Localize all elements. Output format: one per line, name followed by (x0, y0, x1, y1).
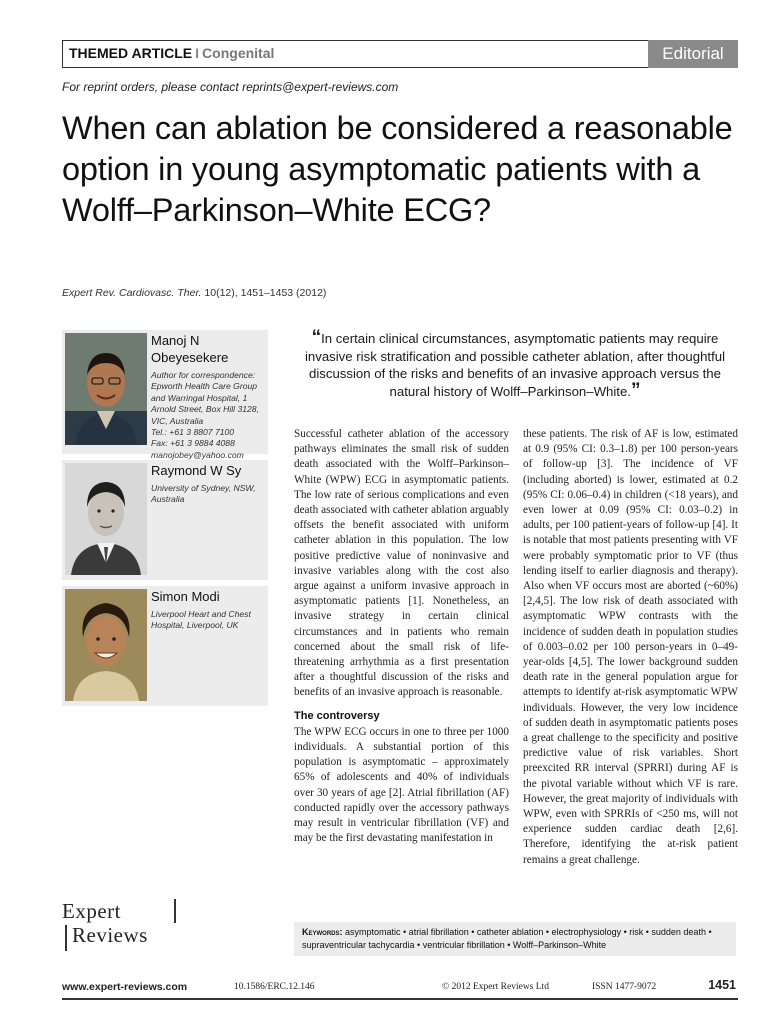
body-column-left (294, 427, 509, 846)
citation (62, 287, 326, 299)
section-paragraph: The WPW ECG occurs in one to three per 1000 individuals. A substantial portion of this population is asymptomatic – approximately 65% of adolescents and 40% of individuals over 30 years of age [2]. Atrial fibrillation (AF) conducted rapidly over the accessory pathways may result in ventricular fibrillation (VF) and may be the first devastating manifestation in (294, 725, 509, 845)
footer-rule (62, 998, 738, 1000)
affiliation-line: Australia (151, 494, 185, 505)
logo-line-1: Expert (62, 899, 121, 923)
author-info (151, 330, 268, 465)
author-photo (65, 333, 147, 445)
affiliation-line: Hospital, Liverpool, UK (151, 620, 239, 631)
author-affiliation (151, 370, 264, 461)
author-info (151, 460, 268, 510)
author-affiliation (151, 483, 264, 506)
author-name: Manoj N Obeyesekere (151, 333, 229, 365)
affiliation-line: and Warringal Hospital, 1 (151, 392, 248, 403)
author-photo (65, 589, 147, 701)
author-card (62, 586, 268, 706)
continued-paragraph: these patients. The risk of AF is low, estimated at 0.9 (95% CI: 0.3–1.8) per 100 person-years of follow-up [3]. The incidence of VF (including aborted) is lower, estimated at 0.2 (95% CI: 0.06–0.4) in children (<18 years), and even lower at 0.09 (95% CI: 0.03–0.2) in adults, per 100 patient-years of follow-up [4]. It is notable that most patients presenting with VF were probably symptomatic prior to VF (thus lending itself to earlier diagnosis and therapy). Also when VF occurs most are aborted (~60%) [2,4,5]. The low risk of death associated with asymptomatic WPW contrasts with the incidence of sudden death in population studies of 0.003–0.02 per 100 person-years in 0–49-year-olds [4,5]. The lower background sudden death rate in the general population argue for attempts to identify at-risk asymptomatic WPW individuals. However, the very low incidence of sudden death in asymptomatic patients poses a great challenge to the specificity and positive predictive value of risk variables. Short preexcited RR interval (SPRRI) during AF is the pivotal variable without which VF is rare. However, the great majority of individuals with WPW, even with SPRRIs of <250 ms, will not experience sudden cardiac death [2,6]. Therefore, identifying the at-risk patient remains a great challenge. (523, 428, 738, 866)
keywords-label: Keywords: (302, 927, 343, 937)
keywords-box (294, 922, 736, 956)
logo-bar (174, 899, 176, 923)
themed-topic: Congenital (202, 45, 275, 61)
affiliation-line: University of Sydney, NSW, (151, 483, 256, 493)
logo-bar (65, 925, 67, 951)
open-quote-mark: “ (311, 327, 322, 348)
pull-quote (292, 327, 738, 401)
themed-label: THEMED ARTICLE (69, 45, 193, 61)
citation-journal: Expert Rev. Cardiovasc. Ther. (62, 287, 202, 299)
author-photo (65, 463, 147, 575)
affiliation-line: Epworth Health Care Group (151, 381, 258, 392)
page-footer (62, 978, 738, 998)
affiliation-line: Liverpool Heart and Chest (151, 609, 251, 619)
author-name: Raymond W Sy (151, 463, 242, 478)
themed-separator: I (195, 45, 200, 61)
affiliation-line: VIC, Australia (151, 415, 204, 426)
portrait-image (65, 589, 147, 701)
page-number: 1451 (708, 978, 736, 992)
footer-doi: 10.1586/ERC.12.146 (234, 982, 315, 992)
author-card (62, 460, 268, 580)
footer-website-link[interactable]: www.expert-reviews.com (62, 981, 188, 993)
logo-line-2: Reviews (72, 923, 148, 947)
footer-issn: ISSN 1477-9072 (592, 982, 657, 992)
reprint-notice: For reprint orders, please contact reprints@expert-reviews.com (62, 80, 399, 94)
author-info (151, 586, 268, 636)
affiliation-line: manojobey@yahoo.com (151, 449, 244, 460)
themed-article-bar (62, 40, 738, 68)
footer-copyright: © 2012 Expert Reviews Ltd (442, 982, 549, 992)
close-quote-mark: ” (630, 379, 641, 401)
affiliation-line: Author for correspondence: (151, 370, 256, 380)
expert-reviews-logo (62, 895, 180, 953)
section-heading: The controversy (294, 709, 380, 722)
portrait-image (65, 463, 147, 575)
intro-paragraph: Successful catheter ablation of the accessory pathways eliminates the small risk of sudden death associated with the Wolff–Parkinson–White (WPW) ECG in asymptomatic patients. The low rate of serious complications and even death associated with catheter ablation arguably offsets the benefit associated with uniform catheter ablation in this population. The low positive predictive value of noninvasive and invasive variables along with the cost also argue against a uniform invasive approach in asymptomatic patients [1]. Nonetheless, an invasive strategy in certain clinical circumstances and in patients who remain concerned about the small risk of life-threatening arrhythmia as a first presentation after a thoughtful discussion of the risks and benefits of an invasive approach is reasonable. (294, 428, 509, 699)
author-affiliation (151, 609, 264, 632)
citation-details: 10(12), 1451–1453 (2012) (204, 287, 327, 299)
portrait-image (65, 333, 147, 445)
author-card (62, 330, 268, 460)
affiliation-line: Arnold Street, Box Hill 3128, (151, 404, 259, 415)
pull-quote-text: In certain clinical circumstances, asymptomatic patients may require invasive risk stratification and possible catheter ablation, after thoughtful discussion of the risks and benefits of an invasive approach versus the natural history of Wolff–Parkinson–White. (304, 331, 726, 399)
article-title: When can ablation be considered a reasonable option in young asymptomatic patients with a Wolff–Parkinson–White ECG? (62, 110, 733, 228)
affiliation-line: Tel.: +61 3 8807 7100 (151, 427, 235, 438)
themed-article-label (69, 45, 274, 61)
keywords-text: asymptomatic • atrial fibrillation • catheter ablation • electrophysiology • risk • sudden death • supraventricular tachycardia • ventricular fibrillation • Wolff–Parkinson–White (302, 927, 712, 950)
body-column-right (523, 427, 738, 868)
section-badge: Editorial (648, 40, 738, 68)
affiliation-line: Fax: +61 3 9884 4088 (151, 438, 235, 449)
author-name: Simon Modi (151, 589, 220, 604)
author-list (62, 330, 268, 712)
